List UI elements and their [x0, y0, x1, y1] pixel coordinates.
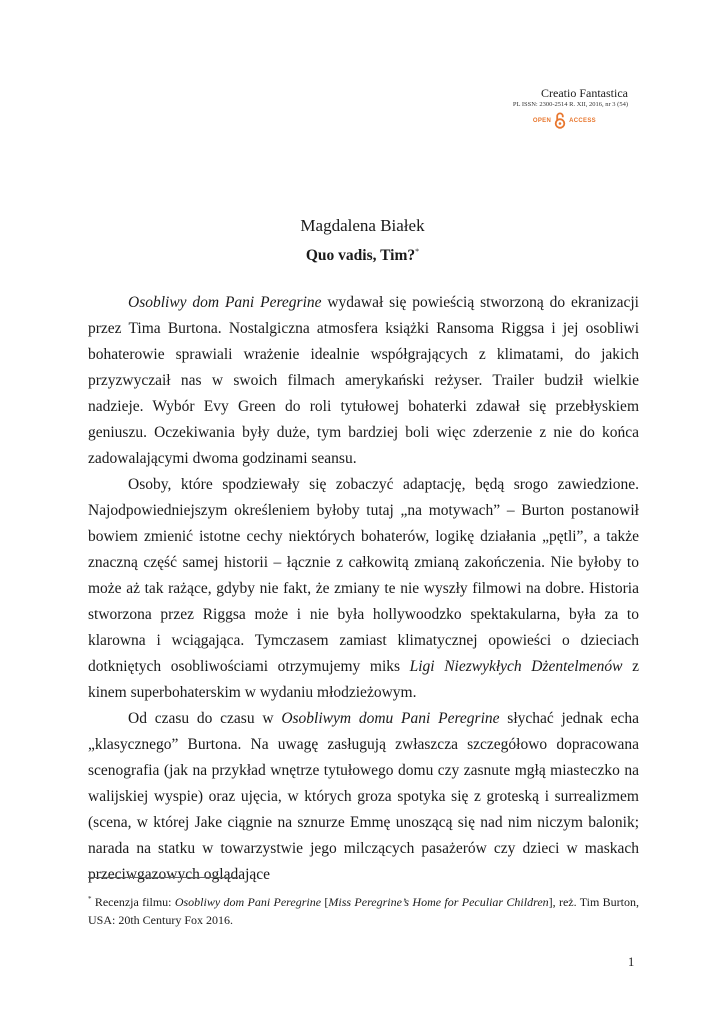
journal-title: Creatio Fantastica [541, 86, 628, 100]
text-run: z kinem superbohaterskim w wydaniu młodzieżowym. [88, 658, 639, 701]
italic-text: Osobliwy dom Pani Peregrine [128, 294, 322, 311]
text-run: Recenzja filmu: [91, 895, 175, 909]
italic-text: Osobliwym domu Pani Peregrine [281, 710, 500, 727]
footnote-divider [88, 877, 238, 878]
italic-text: Ligi Niezwykłych Dżentelmenów [409, 658, 623, 675]
issn-line: PL ISSN: 2300-2514 R. XII, 2016, nr 3 (54) [512, 101, 628, 108]
text-run: słychać jednak echa „klasycznego” Burtona. Na uwagę zasługują zwłaszcza szczegółowo dopracowana scenografia (jak na przykład wnętrze tytułowego domu czy zasnute mgłą miasteczko na walijskiej wyspie) oraz ujęcia, w których groza spotyka się z groteską i surrealizmem (scena, w której Jake ciągnie na sznurze Emmę unoszącą się nad nim niczym balonik; narada na statku w towarzystwie jego milczących pasażerów czy dzieci w maskach przeciwgazowych oglądające [88, 710, 640, 883]
text-run: ], reż. Tim Burton, USA: 20th Century Fox 2016. [88, 895, 640, 927]
article-body [88, 290, 639, 888]
open-access-badge [513, 112, 616, 129]
text-run: Od czasu do czasu w [128, 710, 282, 727]
italic-text: Miss Peregrine’s Home for Peculiar Children [328, 895, 549, 909]
open-access-label-left: OPEN [532, 117, 552, 124]
journal-header [513, 86, 628, 129]
footnote-marker: * [415, 247, 420, 256]
text-run: wydawał się powieścią stworzoną do ekranizacji przez Tima Burtona. Nostalgiczna atmosfera książki Ransoma Riggsa i jej osobliwi bohaterowie sprawiali wrażenie idealnie współgrających z klimatami, do jakich przyzwyczaił nas w swoich filmach amerykański reżyser. Trailer budził wielkie nadzieje. Wybór Evy Green do roli tytułowej bohaterki zdawał się przebłyskiem geniuszu. Oczekiwania były duże, tym bardziej boli więc zderzenie z nie do końca zadowalającymi dwoma godzinami seansu. [88, 294, 639, 467]
italic-text: Osobliwy dom Pani Peregrine [174, 895, 322, 909]
author-name: Magdalena Białek [300, 216, 425, 235]
open-access-label-right: ACCESS [569, 117, 596, 124]
article-title-text: Quo vadis, Tim? [305, 247, 416, 265]
paragraph [88, 290, 639, 472]
text-run: Osoby, które spodziewały się zobaczyć adaptację, będą srogo zawiedzione. Najodpowiedniejszym określeniem byłoby tutaj „na motywach” – Burton postanowił bowiem zmienić istotne cechy niektórych bohaterów, logikę działania „pętli”, a także znaczną część samej historii – łącznie z całkowitą zmianą zakończenia. Nie byłoby to może aż tak rażące, gdyby nie fakt, że zmiany te nie wyszły filmowi na dobre. Historia stworzona przez Riggsa może i nie była hollywoodzko spektakularna, była za to klarowna i wciągająca. Tymczasem zamiast klimatycznej opowieści o dzieciach dotkniętych osobliwościami otrzymujemy miks [88, 476, 639, 675]
text-run: [ [321, 895, 329, 909]
page-number: 1 [628, 955, 635, 969]
paragraph [88, 706, 639, 888]
footnote-mark: * [88, 895, 92, 903]
footnote [88, 890, 639, 929]
open-access-lock-icon [554, 112, 566, 129]
article-title [0, 247, 725, 265]
paragraph [88, 472, 639, 706]
